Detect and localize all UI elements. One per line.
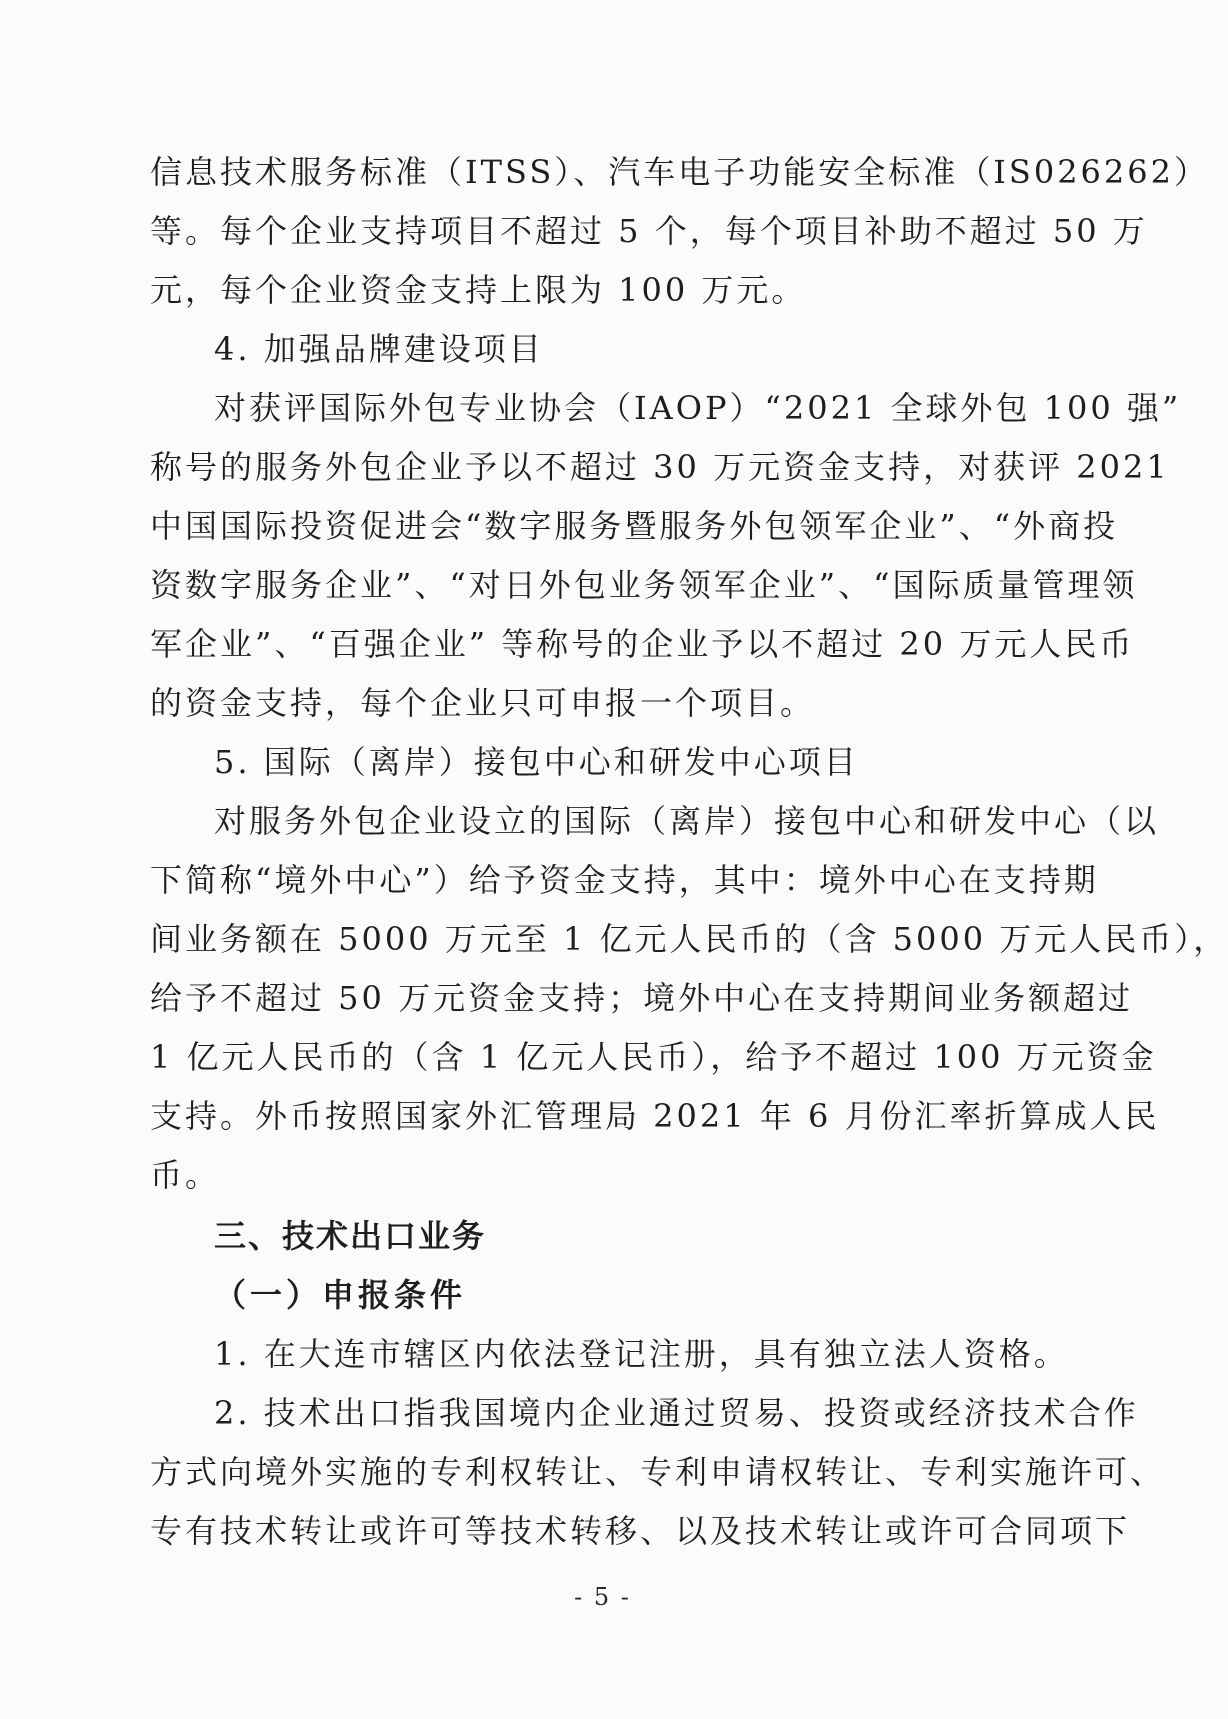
text-line: 支持。外币按照国家外汇管理局 2021 年 6 月份汇率折算成人民: [150, 1097, 1160, 1135]
text-line: 的资金支持，每个企业只可申报一个项目。: [150, 684, 816, 722]
text-line: 资数字服务企业”、“对日外包业务领军企业”、“国际质量管理领: [150, 566, 1138, 604]
text-line: 下简称“境外中心”）给予资金支持，其中：境外中心在支持期: [150, 861, 1099, 899]
section-item-title: 5. 国际（离岸）接包中心和研发中心项目: [214, 743, 859, 781]
text-line: 1 亿元人民币的（含 1 亿元人民币），给予不超过 100 万元资金: [150, 1038, 1157, 1076]
text-line: 称号的服务外包企业予以不超过 30 万元资金支持，对获评 2021: [150, 448, 1170, 486]
text-line: 军企业”、“百强企业” 等称号的企业予以不超过 20 万元人民币: [150, 625, 1135, 663]
text-line: 元，每个企业资金支持上限为 100 万元。: [150, 271, 807, 309]
text-line: 中国国际投资促进会“数字服务暨服务外包领军企业”、“外商投: [150, 507, 1119, 545]
subsection-heading: （一）申报条件: [214, 1276, 467, 1314]
text-line: 对服务外包企业设立的国际（离岸）接包中心和研发中心（以: [214, 802, 1160, 840]
text-line: 间业务额在 5000 万元至 1 亿元人民币的（含 5000 万元人民币），: [150, 920, 1228, 958]
section-item-title: 4. 加强品牌建设项目: [214, 330, 544, 368]
page-number: - 5 -: [574, 1583, 631, 1611]
text-line: 专有技术转让或许可等技术转移、以及技术转让或许可合同项下: [150, 1512, 1131, 1550]
section-heading: 三、技术出口业务: [214, 1217, 487, 1255]
text-line: 方式向境外实施的专利权转让、专利申请权转让、专利实施许可、: [150, 1453, 1166, 1491]
text-line: 等。每个企业支持项目不超过 5 个，每个项目补助不超过 50 万: [150, 212, 1148, 250]
text-line: 1. 在大连市辖区内依法登记注册，具有独立法人资格。: [214, 1335, 1069, 1373]
text-line: 币。: [150, 1156, 221, 1194]
text-line: 信息技术服务标准（ITSS）、汽车电子功能安全标准（IS026262）: [150, 153, 1209, 191]
text-line: 给予不超过 50 万元资金支持；境外中心在支持期间业务额超过: [150, 979, 1134, 1017]
text-line: 2. 技术出口指我国境内企业通过贸易、投资或经济技术合作: [214, 1394, 1139, 1432]
text-line: 对获评国际外包专业协会（IAOP）“2021 全球外包 100 强”: [214, 389, 1182, 427]
